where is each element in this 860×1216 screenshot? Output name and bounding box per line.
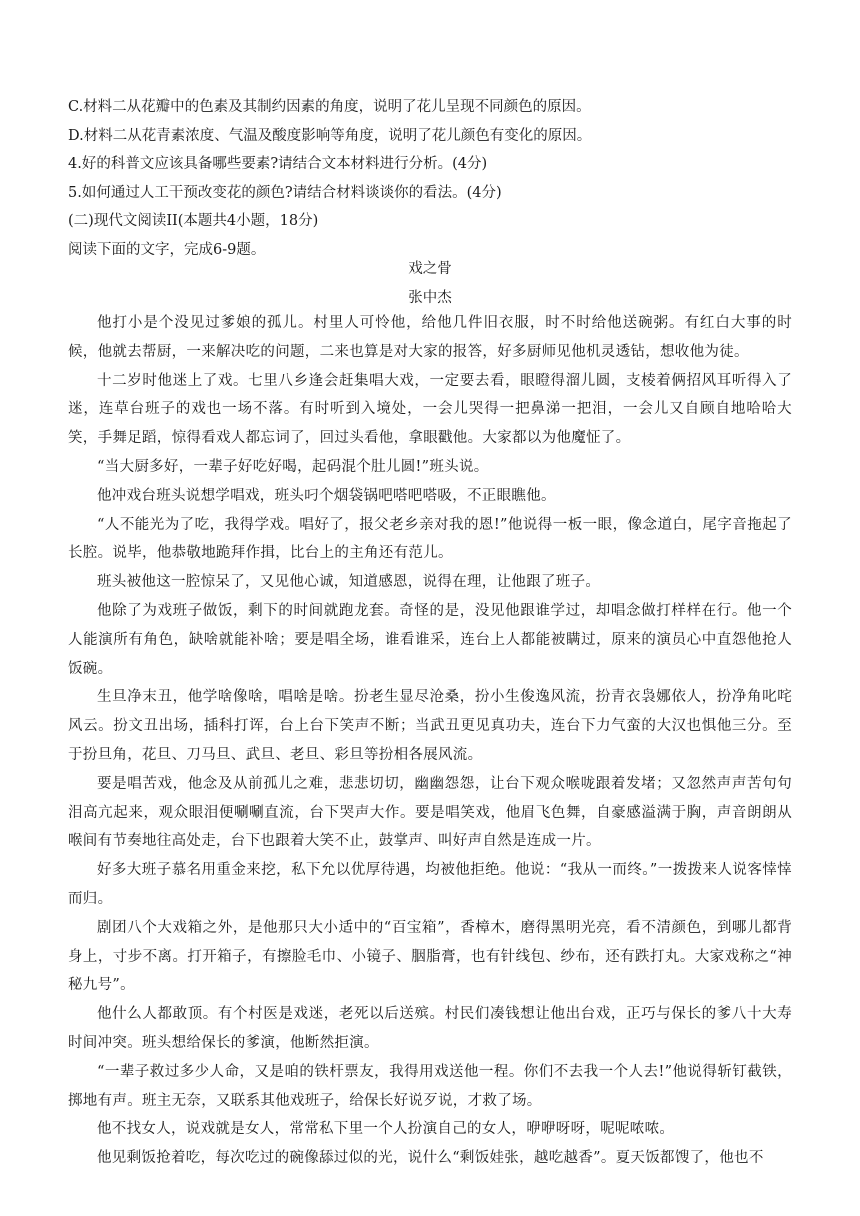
article-header: [68, 255, 792, 312]
question-4: 4.好的科普文应该具备哪些要素?请结合文本材料进行分析。(4分): [68, 156, 488, 172]
article-body: [68, 309, 792, 1173]
question-block: [68, 93, 792, 264]
article-paragraph: 他打小是个没见过爹娘的孤儿。村里人可怜他，给他几件旧衣服，时不时给他送碗粥。有红白大事的时候，他就去帮厨，一来解决吃的问题，二来也算是对大家的报答，好多厨师见他机灵透钻，想收他为徒。: [68, 315, 792, 360]
article-paragraph: 十二岁时他迷上了戏。七里八乡逢会赶集唱大戏，一定要去看，眼瞪得溜儿圆，支棱着俩招风耳听得入了迷，连草台班子的戏也一场不落。有时听到入境处，一会儿哭得一把鼻涕一把泪，一会儿又自顾自地哈哈大笑，手舞足蹈，惊得看戏人都忘词了，回过头看他，拿眼戳他。大家都以为他魔怔了。: [68, 372, 792, 447]
article-paragraph: 生旦净末丑，他学啥像啥，唱啥是啥。扮老生显尽沧桑，扮小生俊逸风流，扮青衣袅娜依人，扮净角叱咤风云。扮文丑出场，插科打诨，台上台下笑声不断；当武丑更见真功夫，连台下力气蛮的大汉也惧他三分。至于扮旦角，花旦、刀马旦、武旦、老旦、彩旦等扮相各展风流。: [68, 689, 792, 763]
article-paragraph: 要是唱苦戏，他念及从前孤儿之难，悲悲切切，幽幽怨怨，让台下观众喉咙跟着发堵；又忽然声声苦句句泪高亢起来，观众眼泪便唰唰直流，台下哭声大作。要是唱笑戏，他眉飞色舞，自豪感溢满于胸，声音朗朗从喉间有节奏地往高处走，台下也跟着大笑不止，鼓掌声、叫好声自然是连成一片。: [68, 775, 792, 850]
article-paragraph: “人不能光为了吃，我得学戏。唱好了，报父老乡亲对我的恩!”他说得一板一眼，像念道白，尾字音拖起了长腔。说毕，他恭敬地跪拜作揖，比台上的主角还有范儿。: [68, 516, 792, 562]
article-paragraph: 他不找女人，说戏就是女人，常常私下里一个人扮演自己的女人，咿咿呀呀，呢呢哝哝。: [97, 1121, 675, 1138]
article-title: 戏之骨: [408, 261, 452, 277]
article-paragraph: 他什么人都敢顶。有个村医是戏迷，老死以后送殡。村民们凑钱想让他出台戏，正巧与保长的爹八十大寿时间冲突。班头想给保长的爹演，他断然拒演。: [68, 1006, 792, 1051]
section-heading: (二)现代文阅读II(本题共4小题，18分): [68, 213, 319, 229]
option-d: D.材料二从花青素浓度、气温及酸度影响等角度，说明了花儿颜色有变化的原因。: [68, 127, 592, 144]
article-paragraph: “一辈子救过多少人命，又是咱的铁杆票友，我得用戏送他一程。你们不去我一个人去!”他说得斩钉截铁，掷地有声。班主无奈，又联系其他戏班子，给保长好说歹说，才救了场。: [68, 1063, 792, 1109]
reading-instruction: 阅读下面的文字，完成6-9题。: [68, 241, 266, 258]
article-paragraph: 剧团八个大戏箱之外，是他那只大小适中的“百宝箱”，香樟木，磨得黑明光亮，看不清颜色，到哪儿都背身上，寸步不离。打开箱子，有擦脸毛巾、小镜子、胭脂膏，也有针线包、纱布，还有跌打丸。大家戏称之“神秘九号”。: [68, 919, 792, 994]
article-paragraph: 他冲戏台班头说想学唱戏，班头叼个烟袋锅吧嗒吧嗒吸，不正眼瞧他。: [97, 487, 556, 504]
article-paragraph: 班头被他这一腔惊呆了，又见他心诚，知道感恩，说得在理，让他跟了班子。: [97, 574, 601, 591]
option-c: C.材料二从花瓣中的色素及其制约因素的角度，说明了花儿呈现不同颜色的原因。: [68, 99, 591, 115]
article-paragraph: 他除了为戏班子做饭，剩下的时间就跑龙套。奇怪的是，没见他跟谁学过，却唱念做打样样在行。他一个人能演所有角色，缺啥就能补啥；要是唱全场，谁看谁采，连台上人都能被瞒过，原来的演员心中直怨他抢人饭碗。: [68, 602, 792, 677]
article-author: 张中杰: [408, 289, 452, 306]
article-paragraph: “当大厨多好，一辈子好吃好喝，起码混个肚儿圆!”班头说。: [97, 458, 489, 475]
article-paragraph: 好多大班子慕名用重金来挖，私下允以优厚待遇，均被他拒绝。他说：“我从一而终。”一拨拨来人说客悻悻而归。: [68, 862, 792, 907]
article-paragraph: 他见剩饭抢着吃，每次吃过的碗像舔过似的光，说什么“剩饭娃张，越吃越香”。夏天饭都馊了，他也不: [97, 1150, 764, 1167]
question-5: 5.如何通过人工干预改变花的颜色?请结合材料谈谈你的看法。(4分): [68, 184, 502, 201]
